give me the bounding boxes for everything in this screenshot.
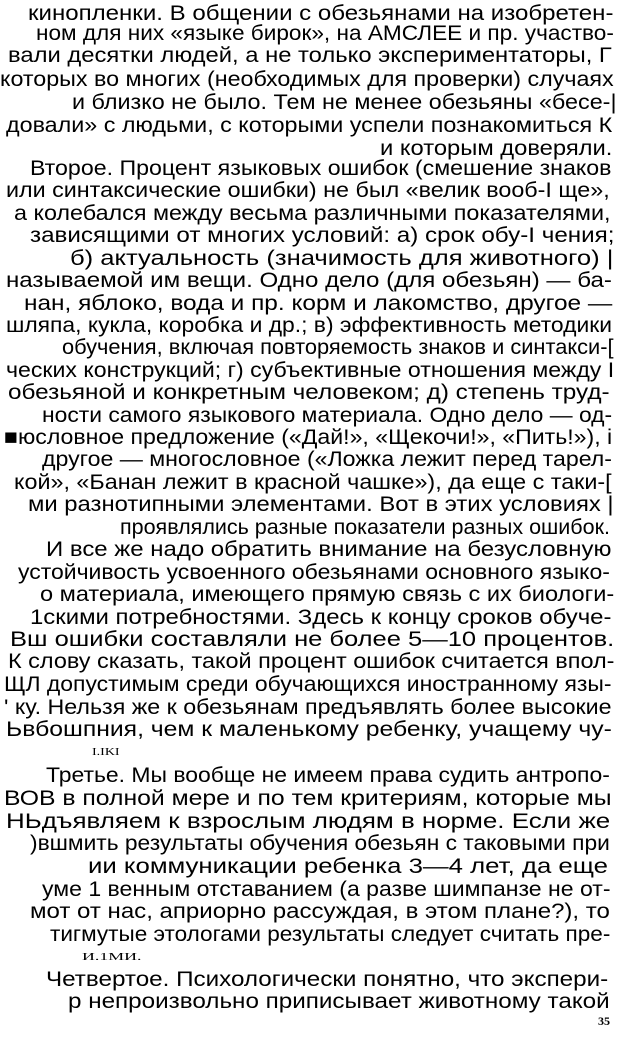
text-line: Третье. Мы вообще не имеем права судить антропо- xyxy=(46,763,610,787)
text-line: Ьвбошпния, чем к маленькому ребенку, учащему чу- xyxy=(6,717,612,741)
text-line: шляпа, кукла, коробка и др.; в) эффективность методики xyxy=(6,313,613,337)
text-line: довали» с людьми, с которыми успели познакомиться К xyxy=(6,113,613,137)
text-line: обучения, включая повторяемость знаков и синтакси-[ xyxy=(62,335,614,359)
text-line: ЩЛ допустимым среди обучающихся иностранному язы- xyxy=(4,672,612,696)
text-line: Четвертое. Психологически понятно, что экспери- xyxy=(46,967,609,991)
text-line: обезьяной и конкретным человеком; д) степень труд- xyxy=(8,380,610,404)
text-line: другое — многословное («Ложка лежит перед тарел- xyxy=(42,447,612,471)
text-line: а колебался между весьма различными показателями, xyxy=(14,201,611,225)
text-line: )вшмить результаты обучения обезьян с таковыми при xyxy=(30,831,610,855)
text-line: и которым доверяли. xyxy=(380,136,613,160)
text-line: б) актуальность (значимость для животного) | xyxy=(70,246,614,270)
text-line: кинопленки. В общении с обезьянами на изобретен- xyxy=(28,1,614,25)
text-line: устойчивость усвоенного обезьянами основного языко- xyxy=(18,560,610,584)
text-line: зависящими от многих условий: а) срок обу-I чения; xyxy=(30,223,615,247)
text-line: НЬдъявляем к взрослым людям в норме. Если же xyxy=(6,809,611,833)
text-line: 1скими потребностями. Здесь к концу сроков обуче- xyxy=(30,605,612,629)
text-line: о материала, имеющего прямую связь с их биологи- xyxy=(40,582,615,606)
text-line: ■юсловное предложение («Дай!», «Щекочи!», «Пить!»), i xyxy=(4,425,613,449)
text-line: мот от нас, априорно рассуждая, в этом плане?), то xyxy=(30,899,610,923)
text-fragment: I.IKI xyxy=(92,746,120,758)
text-line: И все же надо обратить внимание на безусловную xyxy=(46,537,612,561)
text-line: проявлялись разные показатели разных ошибок. xyxy=(120,515,610,539)
text-line: Второе. Процент языковых ошибок (смешение знаков xyxy=(30,156,612,180)
text-line: и близко не было. Тем не менее обезьяны «бесе-| xyxy=(72,90,617,114)
text-line: нан, яблоко, вода и пр. корм и лакомство, другое — xyxy=(24,291,613,315)
text-line: ности самого языкового материала. Одно дело — од- xyxy=(42,403,613,427)
text-fragment: И.1МИ. xyxy=(82,951,142,963)
text-line: тигмутые этологами результаты следует считать пре- xyxy=(50,922,611,946)
text-line: или синтаксические ошибки) не был «велик вооб-I ще», xyxy=(6,178,610,202)
text-line: вали десятки людей, а не только экспериментаторы, Г xyxy=(8,43,612,67)
text-line: К слову сказать, такой процент ошибок считается впол- xyxy=(8,649,615,673)
text-line: называемой им вещи. Одно дело (для обезьян) — ба- xyxy=(6,268,612,292)
text-line: ми разнотипными элементами. Вот в этих условиях | xyxy=(28,492,614,516)
text-line: ческих конструкций; г) субъективные отношения между I xyxy=(6,358,615,382)
text-line: ии коммуникации ребенка 3—4 лет, да еще xyxy=(88,854,608,878)
text-line: которых во многих (необходимых для проверки) случаях xyxy=(0,67,614,91)
text-line: кой», «Банан лежит в красной чашке»), да еще с таки-[ xyxy=(14,470,612,494)
text-line: уме 1 венным отставанием (а разве шимпанзе не от- xyxy=(42,877,611,901)
text-line: ' ку. Нельзя же к обезьянам предъявлять более высокие xyxy=(4,695,612,719)
text-line: ном для них «языке бирок», на АМСЛЕЕ и пр. участво- xyxy=(36,21,614,45)
text-line: Вш ошибки составляли не более 5—10 процентов. xyxy=(10,627,615,651)
text-line: р непроизвольно приписывает животному такой xyxy=(68,989,610,1013)
page-number: 35 xyxy=(598,1014,610,1028)
text-line: ВОВ в полной мере и по тем критериям, которые мы xyxy=(4,786,612,810)
